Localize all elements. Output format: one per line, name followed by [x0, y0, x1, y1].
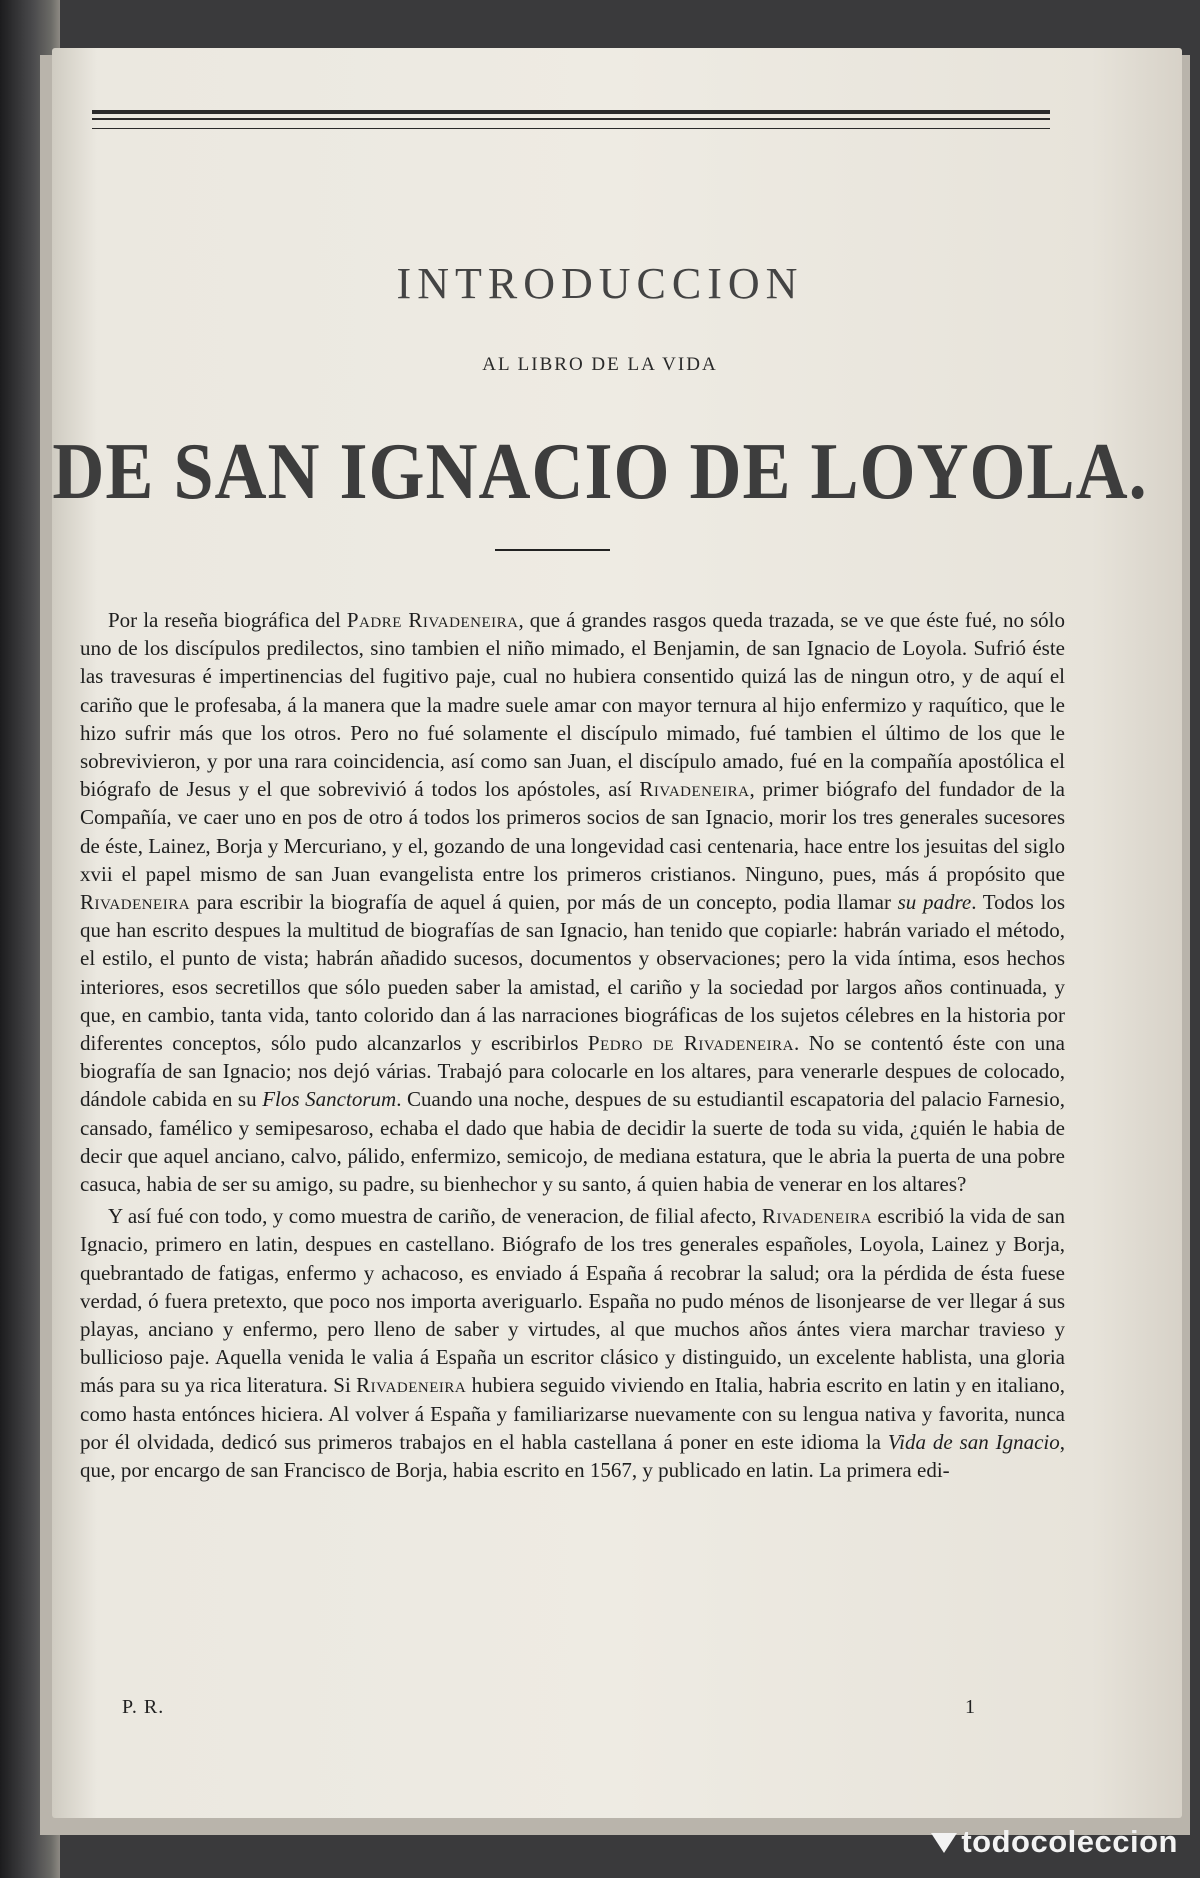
- watermark-text: todocoleccion: [961, 1824, 1178, 1859]
- paragraph-1: Por la reseña biográfica del Padre Rivadeneira, que á grandes rasgos queda trazada, se ve que éste fué, no sólo uno de los discípulos predilectos, sino tambien el niño mimado, el Benjamin, de san Ignacio de Loyola. Sufrió éste las travesuras é impertinencias del fugitivo paje, cual no hubiera consentido quizá las de ningun otro, y de aquí el cariño que le profesaba, á la manera que la madre suele amar con mayor ternura al hijo enfermizo y raquítico, que le hizo sufrir más que los otros. Pero no fué solamente el discípulo mimado, fué tambien el último de los que le sobrevivieron, y por una rara coincidencia, así como san Juan, el discípulo amado, fué en la compañía apostólica el biógrafo de Jesus y el que sobrevivió á todos los apóstoles, así Rivadeneira, primer biógrafo del fundador de la Compañía, ve caer uno en pos de otro á todos los primeros socios de san Ignacio, morir los tres generales sucesores de éste, Lainez, Borja y Mercuriano, y el, gozando de una longevidad casi centenaria, hace entre los jesuitas del siglo xvii el papel mismo de san Juan evangelista entre los primeros cristianos. Ninguno, pues, más á propósito que Rivadeneira para escribir la biografía de aquel á quien, por más de un concepto, podia llamar su padre. Todos los que han escrito despues la multitud de biografías de san Ignacio, han tenido que copiarle: habrán variado el método, el estilo, el punto de vista; habrán añadido sucesos, documentos y observaciones; pero la vida íntima, esos hechos interiores, esos secretillos que sólo pueden saber la amistad, el cariño y la sociedad por largos años continuada, y que, en cambio, tanta vida, tanto colorido dan á las narraciones biográficas de los sujetos célebres en la historia por diferentes conceptos, sólo pudo alcanzarlos y escribirlos Pedro de Rivadeneira. No se contentó éste con una biografía de san Ignacio; nos dejó várias. Trabajó para colocarle en los altares, para venerarle despues de colocado, dándole cabida en su Flos Sanctorum. Cuando una noche, despues de su estudiantil escapatoria del palacio Farnesio, cansado, famélico y semipesaroso, echaba el dado que habia de decidir la suerte de toda su vida, ¿quién le habia de decir que aquel anciano, calvo, pálido, enfermizo, semicojo, de mediana estatura, que le abria la puerta de una pobre casuca, habia de ser su amigo, su padre, su bienhechor y su santo, á quien habia de venerar en los altares?: [80, 608, 1065, 1197]
- logo-icon: [931, 1833, 957, 1853]
- page-number: 1: [965, 1696, 975, 1718]
- body-text: [80, 606, 1065, 1484]
- watermark-logo: [931, 1824, 1178, 1860]
- signature-mark: P. R.: [122, 1696, 165, 1718]
- title-introduccion: INTRODUCCION: [396, 259, 804, 308]
- main-title: DE SAN IGNACIO DE LOYOLA.: [52, 426, 1148, 516]
- subtitle-al-libro: AL LIBRO DE LA VIDA: [482, 354, 718, 375]
- title-divider: [495, 549, 610, 551]
- paragraph-2: Y así fué con todo, y como muestra de cariño, de veneracion, de filial afecto, Rivadeneira escribió la vida de san Ignacio, primero en latin, despues en castellano. Biógrafo de los tres generales españoles, Loyola, Lainez y Borja, quebrantado de fatigas, enfermo y achacoso, es enviado á España á recobrar la salud; ora la pérdida de ésta fuese verdad, ó fuera pretexto, que poco nos importa averiguarlo. España no pudo ménos de lisonjearse de ver llegar á sus playas, anciano y enfermo, pero lleno de saber y virtudes, al que muchos años ántes viera marchar travieso y bullicioso paje. Aquella venida le valia á España un escritor clásico y distinguido, un excelente hablista, una gloria más para su ya rica literatura. Si Rivadeneira hubiera seguido viviendo en Italia, habria escrito en latin y en italiano, como hasta entónces hiciera. Al volver á España y familiarizarse nuevamente con su lengua nativa y favorita, nunca por él olvidada, dedicó sus primeros trabajos en el habla castellana á poner en este idioma la Vida de san Ignacio, que, por encargo de san Francisco de Borja, habia escrito en 1567, y publicado en latin. La primera edi-: [80, 1204, 1065, 1483]
- top-double-rule: [92, 110, 1050, 129]
